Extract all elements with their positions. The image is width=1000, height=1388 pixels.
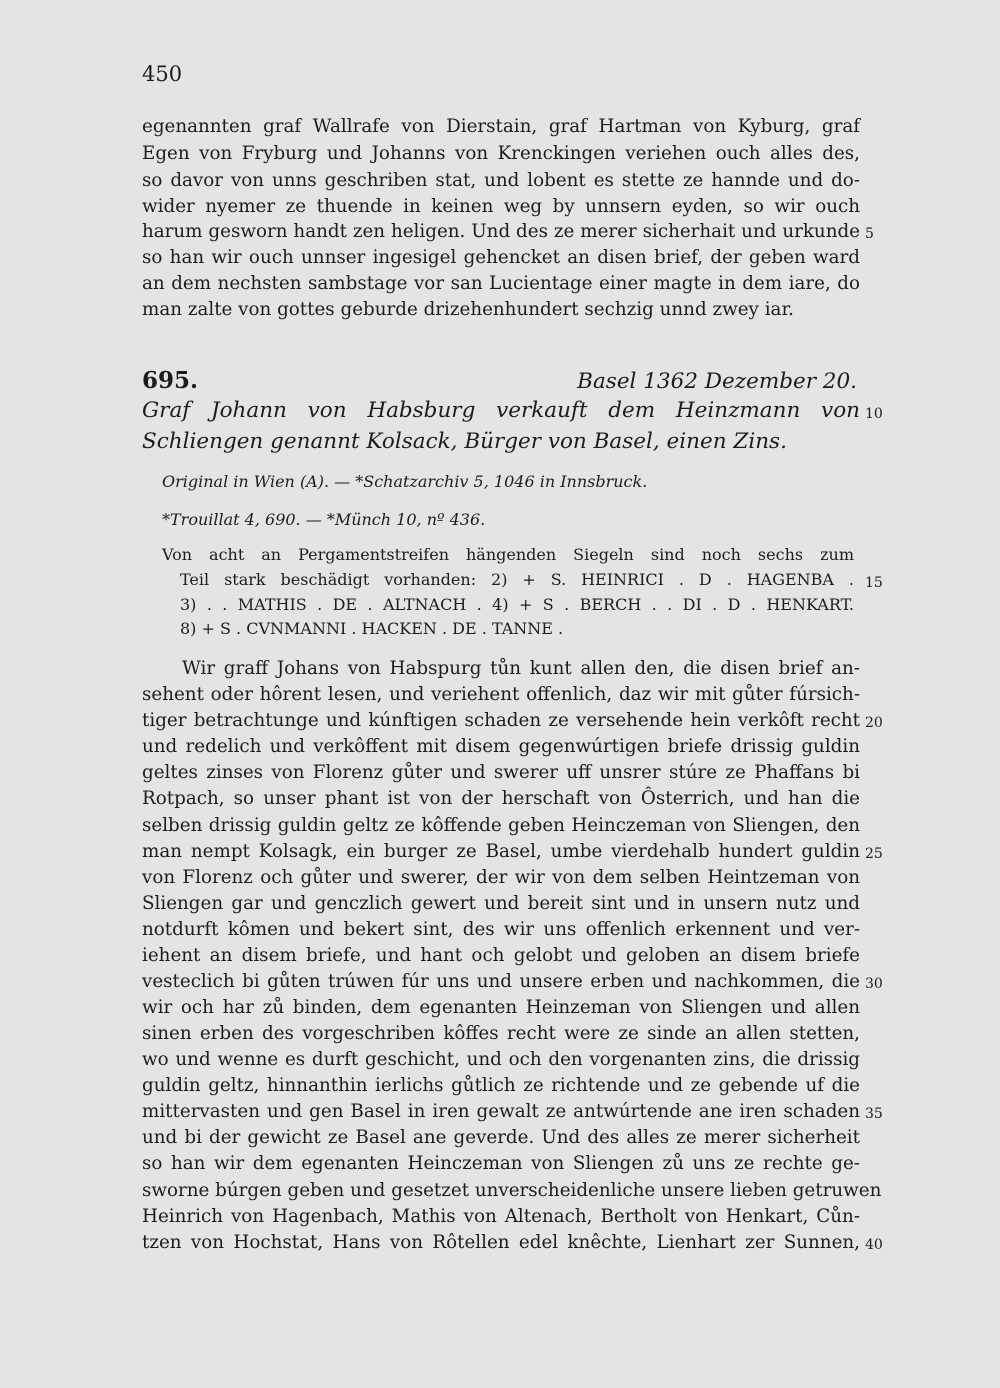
text-line: und redelich und verkôffent mit disem gegenwúrtigen briefe drissig guldin bbox=[142, 736, 860, 757]
text-line: wider nyemer ze thuende in keinen weg by unnsern eyden, so wir ouch bbox=[142, 196, 860, 217]
source-line: Original in Wien (A). — *Schatzarchiv 5, 1046 in Innsbruck. bbox=[162, 472, 648, 491]
entry-number: 695. bbox=[142, 367, 199, 394]
seal-description-line: 8) + S . CVNMANNI . HACKEN . DE . TANNE . bbox=[180, 619, 564, 638]
text-line: vesteclich bi gůten trúwen fúr uns und unsere erben und nachkommen, die bbox=[142, 971, 860, 992]
text-line: man nempt Kolsagk, ein burger ze Basel, umbe vierdehalb hundert guldin bbox=[142, 841, 860, 862]
text-line: so davor von unns geschriben stat, und lobent es stette ze hannde und do- bbox=[142, 170, 860, 191]
text-line: sehent oder hôrent lesen, und veriehent offenlich, daz wir mit gůter fúrsich- bbox=[142, 684, 860, 705]
text-line: notdurft kômen und bekert sint, des wir uns offenlich erkennent und ver- bbox=[142, 919, 860, 940]
text-line: Wir graff Johans von Habspurg tůn kunt allen den, die disen brief an- bbox=[182, 658, 860, 679]
text-line: so han wir dem egenanten Heinczeman von Sliengen zů uns ze rechte ge- bbox=[142, 1153, 860, 1174]
text-line: so han wir ouch unnser ingesigel gehencket an disen brief, der geben ward bbox=[142, 247, 860, 268]
line-number: 35 bbox=[865, 1106, 883, 1122]
text-line: selben drissig guldin geltz ze kôffende geben Heinczeman von Sliengen, den bbox=[142, 815, 860, 836]
seal-description-line: Teil stark beschädigt vorhanden: 2) + S. HEINRICI . D . HAGENBA . bbox=[180, 570, 854, 589]
line-number: 10 bbox=[865, 406, 883, 422]
text-line: guldin geltz, hinnanthin ierlichs gůtlich ze richtende und ze gebende uf die bbox=[142, 1075, 860, 1096]
text-line: an dem nechsten sambstage vor san Lucientage einer magte in dem iare, do bbox=[142, 273, 860, 294]
entry-date: Basel 1362 Dezember 20. bbox=[577, 369, 857, 394]
text-line: mittervasten und gen Basel in iren gewalt ze antwúrtende ane iren schaden bbox=[142, 1101, 860, 1122]
text-line: man zalte von gottes geburde drizehenhundert sechzig unnd zwey iar. bbox=[142, 299, 794, 320]
text-line: Egen von Fryburg und Johanns von Krenckingen veriehen ouch alles des, bbox=[142, 143, 860, 164]
line-number: 40 bbox=[865, 1237, 883, 1253]
line-number: 20 bbox=[865, 715, 883, 731]
seal-description-line: 3) . . MATHIS . DE . ALTNACH . 4) + S . BERCH . . DI . D . HENKART. bbox=[180, 595, 854, 614]
text-line: geltes zinses von Florenz gůter und swerer uff unsrer stúre ze Phaffans bi bbox=[142, 762, 860, 783]
text-line: von Florenz och gůter und swerer, der wir von dem selben Heintzeman von bbox=[142, 867, 860, 888]
text-line: harum gesworn handt zen heligen. Und des ze merer sicherhait und urkunde bbox=[142, 221, 860, 242]
page-number: 450 bbox=[142, 62, 183, 86]
text-line: sworne búrgen geben und gesetzet unverscheidenliche unsere lieben getruwen bbox=[142, 1180, 882, 1201]
text-line: und bi der gewicht ze Basel ane geverde. Und des alles ze merer sicherheit bbox=[142, 1127, 860, 1148]
line-number: 25 bbox=[865, 846, 883, 862]
entry-summary-line: Graf Johann von Habsburg verkauft dem Heinzmann von bbox=[142, 398, 860, 423]
text-line: sinen erben des vorgeschriben kôffes recht were ze sinde an allen stetten, bbox=[142, 1023, 860, 1044]
text-line: tiger betrachtunge und kúnftigen schaden ze versehende hein verkôft recht bbox=[142, 710, 860, 731]
text-line: Heinrich von Hagenbach, Mathis von Altenach, Bertholt von Henkart, Cůn- bbox=[142, 1206, 860, 1227]
text-line: egenannten graf Wallrafe von Dierstain, graf Hartman von Kyburg, graf bbox=[142, 116, 860, 137]
text-line: wir och har zů binden, dem egenanten Heinzeman von Sliengen und allen bbox=[142, 997, 860, 1018]
source-line: *Trouillat 4, 690. — *Münch 10, nº 436. bbox=[162, 510, 486, 529]
text-line: wo und wenne es durft geschicht, und och den vorgenanten zins, die drissig bbox=[142, 1049, 860, 1070]
line-number: 15 bbox=[865, 575, 883, 591]
seal-description-line: Von acht an Pergamentstreifen hängenden Siegeln sind noch sechs zum bbox=[162, 545, 854, 564]
entry-summary-line: Schliengen genannt Kolsack, Bürger von Basel, einen Zins. bbox=[142, 429, 787, 454]
text-line: tzen von Hochstat, Hans von Rôtellen edel knêchte, Lienhart zer Sunnen, bbox=[142, 1232, 860, 1253]
text-line: iehent an disem briefe, und hant och gelobt und geloben an disem briefe bbox=[142, 945, 860, 966]
text-line: Sliengen gar und genczlich gewert und bereit sint und in unsern nutz und bbox=[142, 893, 860, 914]
line-number: 30 bbox=[865, 976, 883, 992]
text-line: Rotpach, so unser phant ist von der herschaft von Ôsterrich, und han die bbox=[142, 788, 860, 809]
line-number: 5 bbox=[865, 226, 874, 242]
